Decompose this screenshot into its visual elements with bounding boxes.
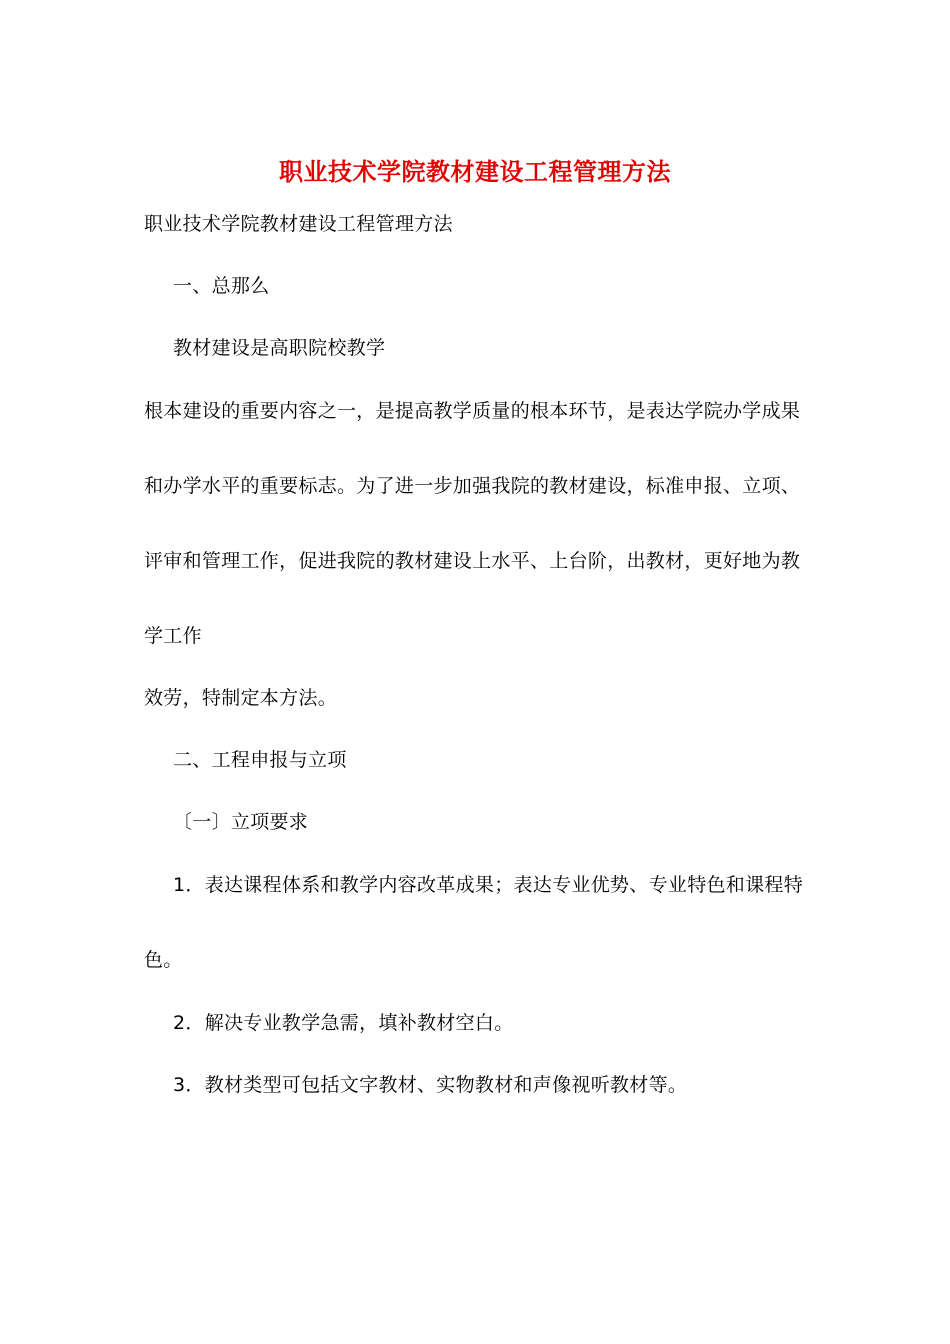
body-line: 效劳，特制定本方法。 [144, 687, 338, 709]
section-heading-project: 二、工程申报与立项 [173, 749, 347, 771]
list-item-continuation: 色。 [144, 949, 183, 971]
document-title: 职业技术学院教材建设工程管理方法 [279, 158, 671, 186]
list-item: 2．解决专业教学急需，填补教材空白。 [173, 1012, 514, 1034]
subsection-heading-requirements: 〔一〕立项要求 [173, 811, 309, 833]
body-line: 教材建设是高职院校教学 [173, 337, 386, 359]
body-line-subtitle: 职业技术学院教材建设工程管理方法 [144, 213, 453, 235]
section-heading-general: 一、总那么 [173, 275, 270, 297]
body-line: 学工作 [144, 625, 202, 647]
list-item: 3．教材类型可包括文字教材、实物教材和声像视听教材等。 [173, 1074, 688, 1096]
list-item: 1．表达课程体系和教学内容改革成果；表达专业优势、专业特色和课程特 [173, 874, 803, 896]
body-line: 根本建设的重要内容之一，是提高教学质量的根本环节，是表达学院办学成果 [144, 400, 801, 422]
body-line: 和办学水平的重要标志。为了进一步加强我院的教材建设，标准申报、立项、 [144, 475, 801, 497]
body-line: 评审和管理工作，促进我院的教材建设上水平、上台阶，出教材，更好地为教 [144, 550, 801, 572]
